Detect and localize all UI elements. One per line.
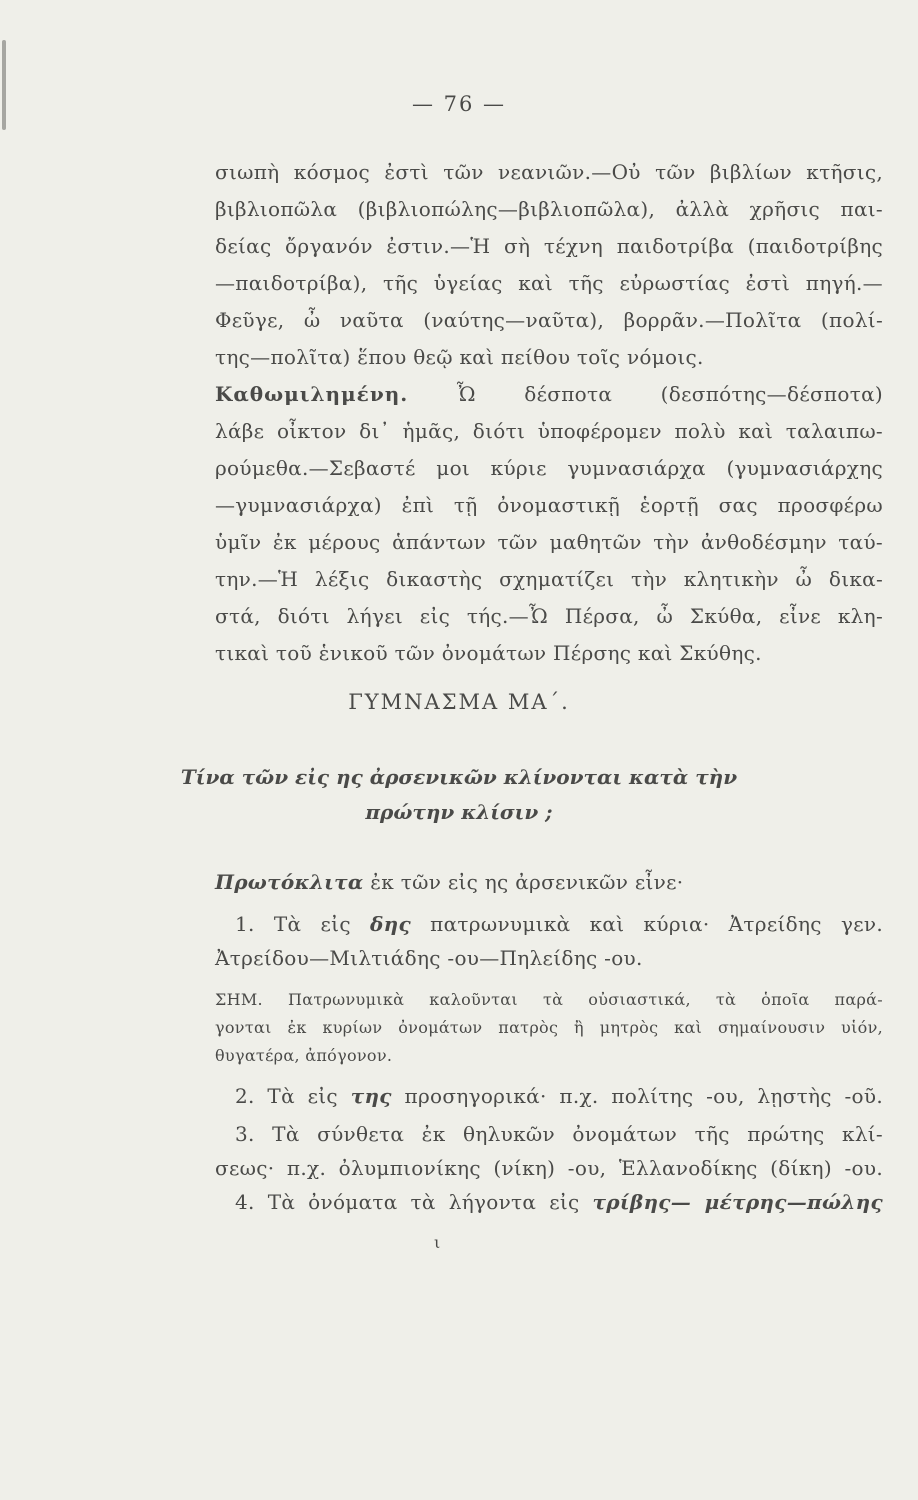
text-line: δείας ὄργανόν ἐστιν.—Ἡ σὴ τέχνη παιδοτρίβα (παιδοτρίβης [215, 234, 883, 258]
text-line: ὑμῖν ἐκ μέρους ἁπάντων τῶν μαθητῶν τὴν ἀνθοδέσμην ταύ- [215, 530, 883, 554]
note-line: θυγατέρα, ἀπόγονον. [215, 1046, 393, 1065]
text-span: Ὦ δέσποτα (δεσπότης—δέσποτα) [408, 382, 883, 406]
answer-label: Πρωτόκλιτα [215, 870, 364, 894]
list-item [215, 1084, 883, 1108]
question-line: Τίνα τῶν εἰς ης ἀρσενικῶν κλίνονται κατὰ τὴν [180, 765, 738, 789]
text-line: —παιδοτρίβα), τῆς ὑγείας καὶ τῆς εὐρωστίας ἐστὶ πηγή.— [215, 271, 883, 295]
list-item [215, 1190, 883, 1214]
text-line: την.—Ἡ λέξις δικαστὴς σχηματίζει τὴν κλητικὴν ὦ δικα- [215, 567, 883, 591]
text-line: ρούμεθα.—Σεβαστέ μοι κύριε γυμνασιάρχα (γυμνασιάρχης [215, 456, 883, 480]
text-line: —γυμνασιάρχα) ἐπὶ τῇ ὀνομαστικῇ ἑορτῇ σας προσφέρω [215, 493, 883, 517]
text-line: Ἀτρείδου—Μιλτιάδης -ου—Πηλείδης -ου. [215, 946, 643, 970]
list-item [215, 912, 883, 936]
text-line: σιωπὴ κόσμος ἐστὶ τῶν νεανιῶν.—Οὐ τῶν βιβλίων κτῆσις, [215, 160, 883, 184]
text-span: προσηγορικά· π.χ. πολίτης -ου, λῃστὴς -οῦ. [391, 1084, 884, 1108]
page-edge-mark [2, 40, 6, 130]
ending-term: της [350, 1084, 392, 1108]
text-line: Φεῦγε, ὦ ναῦτα (ναύτης—ναῦτα), βορρᾶν.—Πολῖτα (πολί- [215, 308, 883, 332]
text-span: 2. Τὰ εἰς [235, 1084, 351, 1108]
question-line: πρώτην κλίσιν ; [365, 800, 553, 824]
section-title: ΓΥΜΝΑΣΜΑ ΜΑ΄. [348, 690, 570, 714]
list-item: 3. Τὰ σύνθετα ἐκ θηλυκῶν ὀνομάτων τῆς πρώτης κλί- [235, 1122, 883, 1146]
text-span: πατρωνυμικὰ καὶ κύρια· Ἀτρείδης γεν. [410, 912, 883, 936]
ending-term: τρίβης— μέτρης—πώλης [592, 1190, 883, 1214]
page-number: — 76 — [411, 92, 507, 116]
answer-intro [215, 870, 883, 894]
text-line: της—πολῖτα) ἕπου θεῷ καὶ πείθου τοῖς νόμοις. [215, 345, 704, 369]
text-span: ἐκ τῶν εἰς ης ἀρσενικῶν εἶνε· [363, 870, 684, 894]
text-line: λάβε οἶκτον δι᾽ ἡμᾶς, διότι ὑποφέρομεν πολὺ καὶ ταλαιπω- [215, 419, 883, 443]
text-span: 4. Τὰ ὀνόματα τὰ λήγοντα εἰς [235, 1190, 593, 1214]
paragraph-heading: Καθωμιλημένη. [215, 382, 409, 406]
note-line: ΣΗΜ. Πατρωνυμικὰ καλοῦνται τὰ οὐσιαστικά, τὰ ὁποῖα παρά- [215, 990, 883, 1009]
text-line: σεως· π.χ. ὀλυμπιονίκης (νίκη) -ου, Ἑλλανοδίκης (δίκη) -ου. [215, 1156, 883, 1180]
text-line: στά, διότι λήγει εἰς τής.—Ὦ Πέρσα, ὦ Σκύθα, εἶνε κλη- [215, 604, 883, 628]
text-line: τικαὶ τοῦ ἑνικοῦ τῶν ὀνομάτων Πέρσης καὶ Σκύθης. [215, 641, 762, 665]
stray-mark: ι [434, 1233, 441, 1252]
text-line: βιβλιοπῶλα (βιβλιοπώλης—βιβλιοπῶλα), ἀλλὰ χρῆσις παι- [215, 197, 883, 221]
text-span: 1. Τὰ εἰς [235, 912, 371, 936]
ending-term: δης [370, 912, 411, 936]
note-line: γονται ἐκ κυρίων ὀνομάτων πατρὸς ἢ μητρὸς καὶ σημαίνουσιν υἱόν, [215, 1018, 883, 1037]
text-line [215, 382, 883, 406]
